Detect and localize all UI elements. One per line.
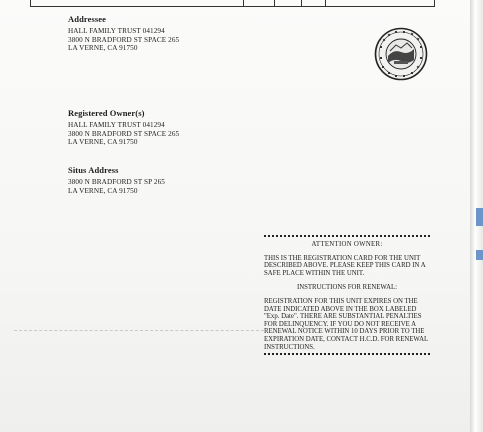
registered-owner-line: 3800 N BRADFORD ST SPACE 265 bbox=[68, 129, 180, 138]
owner-notice-box bbox=[264, 235, 430, 355]
addressee-line: HALL FAMILY TRUST 041294 bbox=[68, 27, 165, 35]
top-table-remnant bbox=[30, 0, 435, 7]
situs-address-line: LA VERNE, CA 91750 bbox=[68, 186, 138, 195]
renewal-instructions-title: INSTRUCTIONS FOR RENEWAL: bbox=[296, 284, 398, 292]
registered-owner-block bbox=[68, 108, 179, 147]
renewal-instructions-paragraph: REGISTRATION FOR THIS UNIT EXPIRES ON THE DATE INDICATED ABOVE IN THE BOX LABELED "Exp. Date". THERE ARE SUBSTANTIAL PENALTIES FOR DELINQUENCY. IF YOU DO NOT RECEIVE A RENEWAL NOTICE WITHIN 10 DAYS PRIOR TO THE EXPIRATION DATE, CONTACT H.C.D. FOR RENEWAL INSTRUCTIONS. bbox=[264, 297, 428, 351]
state-agency-seal-icon bbox=[374, 27, 428, 81]
registered-owner-heading: Registered Owner(s) bbox=[68, 108, 145, 118]
dotted-divider-top bbox=[264, 235, 430, 237]
situs-address-block bbox=[68, 165, 165, 195]
registered-owner-line: LA VERNE, CA 91750 bbox=[68, 138, 138, 147]
addressee-heading: Addressee bbox=[68, 14, 107, 24]
edge-tab-marker bbox=[476, 208, 483, 226]
registered-owner-line: HALL FAMILY TRUST 041294 bbox=[68, 121, 165, 129]
addressee-line: LA VERNE, CA 91750 bbox=[68, 44, 138, 53]
situs-address-heading: Situs Address bbox=[68, 165, 119, 175]
fold-mark bbox=[14, 330, 264, 332]
edge-tab-marker bbox=[476, 250, 483, 260]
addressee-block bbox=[68, 14, 179, 53]
notice-paragraph: THIS IS THE REGISTRATION CARD FOR THE UNIT DESCRIBED ABOVE. PLEASE KEEP THIS CARD IN A SAFE PLACE WITHIN THE UNIT. bbox=[264, 254, 426, 277]
notice-title: ATTENTION OWNER: bbox=[311, 241, 383, 248]
dotted-divider-bottom bbox=[264, 353, 430, 355]
addressee-line: 3800 N BRADFORD ST SPACE 265 bbox=[68, 35, 180, 44]
situs-address-line: 3800 N BRADFORD ST SP 265 bbox=[68, 178, 165, 186]
